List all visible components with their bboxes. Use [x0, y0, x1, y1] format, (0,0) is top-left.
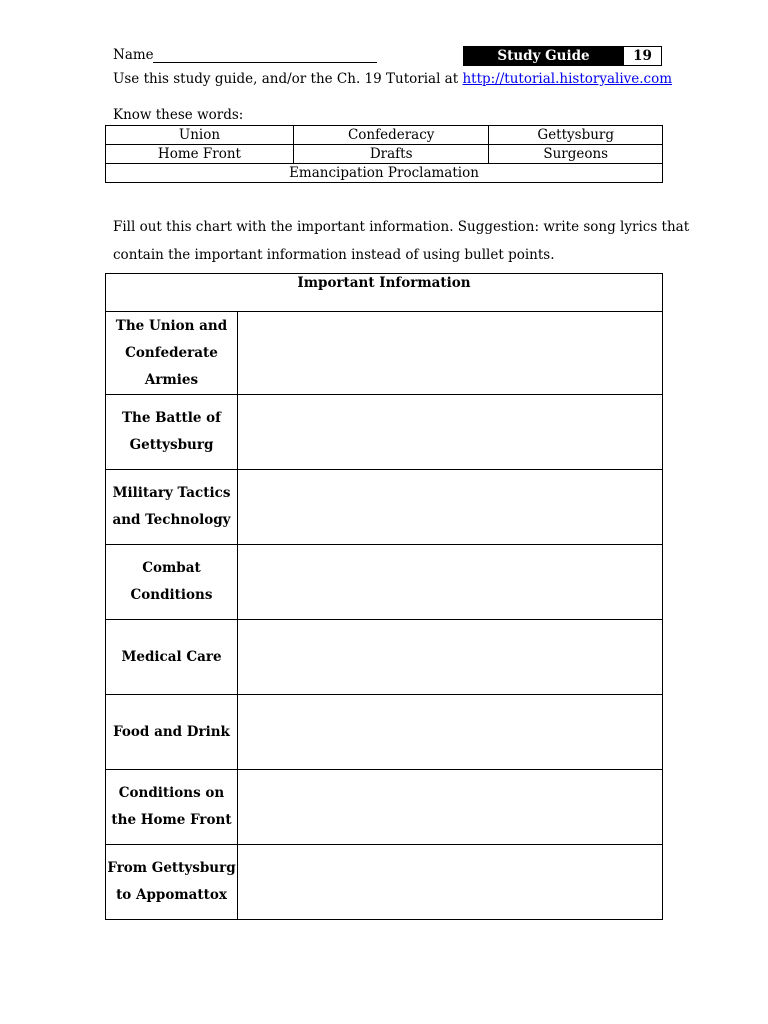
answer-cell[interactable]: [238, 620, 663, 695]
chart-header-row: [106, 274, 663, 312]
name-label: Name: [113, 47, 154, 63]
chart-row: [106, 545, 663, 620]
chart-row: [106, 620, 663, 695]
instructions-line-1: Fill out this chart with the important information. Suggestion: write song lyrics that: [113, 219, 690, 235]
vocab-heading: Know these words:: [113, 107, 244, 123]
answer-cell[interactable]: [238, 312, 663, 395]
vocab-word: Home Front: [106, 145, 294, 164]
vocab-row: [106, 145, 663, 164]
important-info-chart: [105, 273, 663, 920]
tutorial-link[interactable]: http://tutorial.historyalive.com: [462, 71, 673, 87]
answer-cell[interactable]: [238, 845, 663, 920]
chart-row: [106, 845, 663, 920]
topic-combat-conditions: Combat Conditions: [106, 545, 238, 620]
chart-header: Important Information: [106, 274, 663, 312]
chart-row: [106, 395, 663, 470]
topic-military-tactics: Military Tactics and Technology: [106, 470, 238, 545]
chart-row: [106, 695, 663, 770]
name-input-line[interactable]: [153, 62, 377, 63]
vocab-word: Emancipation Proclamation: [106, 164, 663, 183]
topic-gettysburg-to-appomattox: From Gettysburg to Appomattox: [106, 845, 238, 920]
topic-food-and-drink: Food and Drink: [106, 695, 238, 770]
answer-cell[interactable]: [238, 470, 663, 545]
chart-row: [106, 770, 663, 845]
topic-battle-of-gettysburg: The Battle of Gettysburg: [106, 395, 238, 470]
vocab-word: Union: [106, 126, 294, 145]
answer-cell[interactable]: [238, 395, 663, 470]
topic-union-confederate-armies: The Union and Confederate Armies: [106, 312, 238, 395]
answer-cell[interactable]: [238, 695, 663, 770]
answer-cell[interactable]: [238, 770, 663, 845]
chapter-number: 19: [623, 47, 661, 65]
study-guide-label: Study Guide: [464, 47, 623, 65]
topic-home-front: Conditions on the Home Front: [106, 770, 238, 845]
chart-row: [106, 312, 663, 395]
intro-text: Use this study guide, and/or the Ch. 19 Tutorial at: [113, 71, 463, 87]
intro-line: [113, 71, 672, 87]
instructions-line-2: contain the important information instead of using bullet points.: [113, 247, 555, 263]
vocab-word: Surgeons: [489, 145, 663, 164]
vocab-row: [106, 126, 663, 145]
chart-row: [106, 470, 663, 545]
topic-medical-care: Medical Care: [106, 620, 238, 695]
vocab-word: Confederacy: [293, 126, 489, 145]
answer-cell[interactable]: [238, 545, 663, 620]
vocab-word: Drafts: [293, 145, 489, 164]
vocab-table: [105, 125, 663, 183]
vocab-word: Gettysburg: [489, 126, 663, 145]
study-guide-box: [463, 46, 662, 66]
vocab-row: [106, 164, 663, 183]
